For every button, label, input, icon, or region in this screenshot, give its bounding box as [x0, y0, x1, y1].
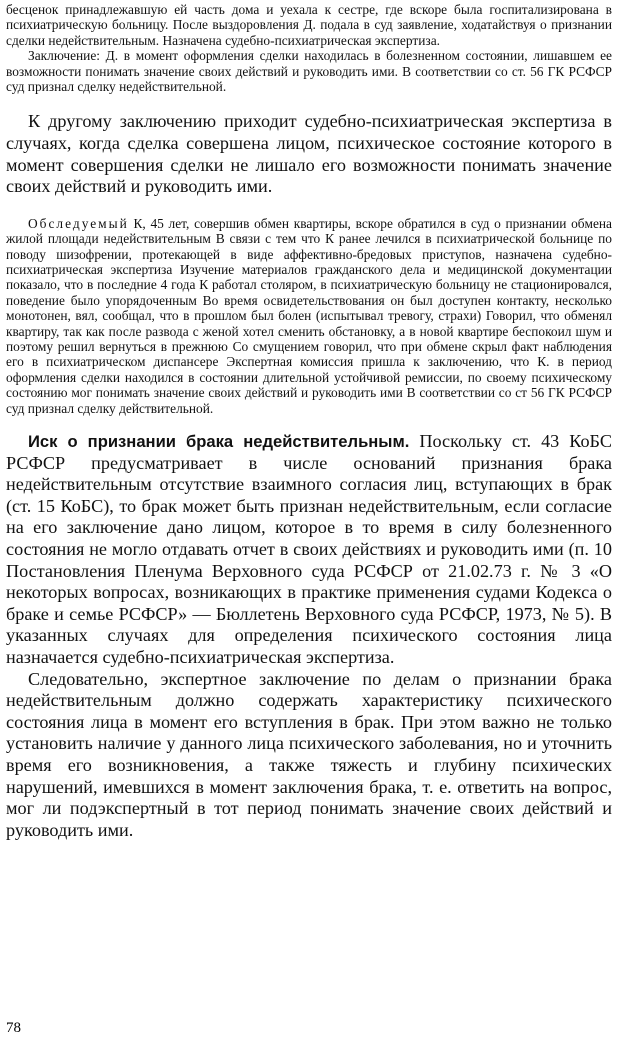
case-1-text: бесценок принадлежавшую ей часть дома и уехала к сестре, где вскоре была госпитализирована в психиатрическую больницу. После выздоровления Д. подала в суд заявление, ходатайствуя о признании сделки недействительным. Назначена судебно-психиатрическая экспертиза. [6, 2, 612, 48]
section-text: Поскольку ст. 43 КоБС РСФСР предусматривает в числе оснований признания брака недействительным отсутствие взаимного согласия лиц, вступающих в брак (ст. 15 КоБС), то брак может быть признан недействительным, если согласие на его заключение дано лицом, которое в то время в силу болезненного состояния не могло отдавать отчет в своих действиях и руководить ими (п. 10 Постановления Пленума Верховного суда РСФСР от 21.02.73 г. № 3 «О некоторых вопросах, возникающих в практике применения судами Кодекса о браке и семье РСФСР» — Бюллетень Верховного суда РСФСР, 1973, № 5). В указанных случаях для определения психического состояния лица назначается судебно-психиатрическая экспертиза. [6, 431, 613, 668]
case-example-2 [6, 216, 612, 416]
paragraph-other-conclusion: К другому заключению приходит судебно-психиатрическая экспертиза в случаях, когда сделка совершена лицом, психическое состояние которого в момент совершения сделки не лишало его возможности понимать значение своих действий и руководить ими. [6, 111, 612, 197]
case-2-lead: Обследуемый [28, 215, 129, 231]
case-1-conclusion: Заключение: Д. в момент оформления сделки находилась в болезненном состоянии, лишавшем ее возможности понимать значение своих действий и руководить ими. В соответствии со ст. 56 ГК РСФСР суд признал сделку недействительной. [6, 48, 612, 95]
section-marriage-annulment [6, 431, 612, 669]
section-heading: Иск о признании брака недействительным. [28, 432, 410, 452]
case-2-text: К, 45 лет, совершив обмен квартиры, вскоре обратился в суд о признании обмена жилой площади недействительным В связи с тем что К ранее лечился в психиатрической больнице по поводу шизофрении, протекающей в виде аффективно-бредовых приступов, назначена судебно-психиатрическая экспертиза Изучение материалов гражданского дела и медицинской документации показало, что в последние 4 года К работал столяром, в психиатрическую больницу не стационировался, поведение было упорядоченным Во время освидетельствования он был доступен контакту, несколько монотонен, вял, сообщал, что в прошлом был болен (испытывал тревогу, страхи) Говорил, что обменял квартиру, так как после развода с женой хотел сменить обстановку, а в новой квартире беспокоил шум и поэтому решил вернуться в прежнюю Со смущением говорил, что при обмене скрыл факт наблюдения его в психиатрическом диспансере Экспертная комиссия пришла к заключению, что К. в период оформления сделки находился в состоянии длительной устойчивой ремиссии, по своему психическому состоянию мог понимать значение своих действий и руководить ими В соответствии со ст 56 ГК РСФСР суд признал сделку действительной. [6, 215, 612, 416]
case-example-1 [6, 2, 612, 94]
paragraph-consequently: Следовательно, экспертное заключение по делам о признании брака недействительным должно содержать характеристику психического состояния лица в момент его вступления в брак. При этом важно не только установить наличие у данного лица психического заболевания, но и уточнить время его возникновения, а также тяжесть и глубину психических нарушений, имевшихся в момент заключения брака, т. е. ответить на вопрос, мог ли подэкспертный в тот период понимать значение своих действий и руководить ими. [6, 668, 612, 840]
page-number: 78 [6, 1020, 21, 1036]
